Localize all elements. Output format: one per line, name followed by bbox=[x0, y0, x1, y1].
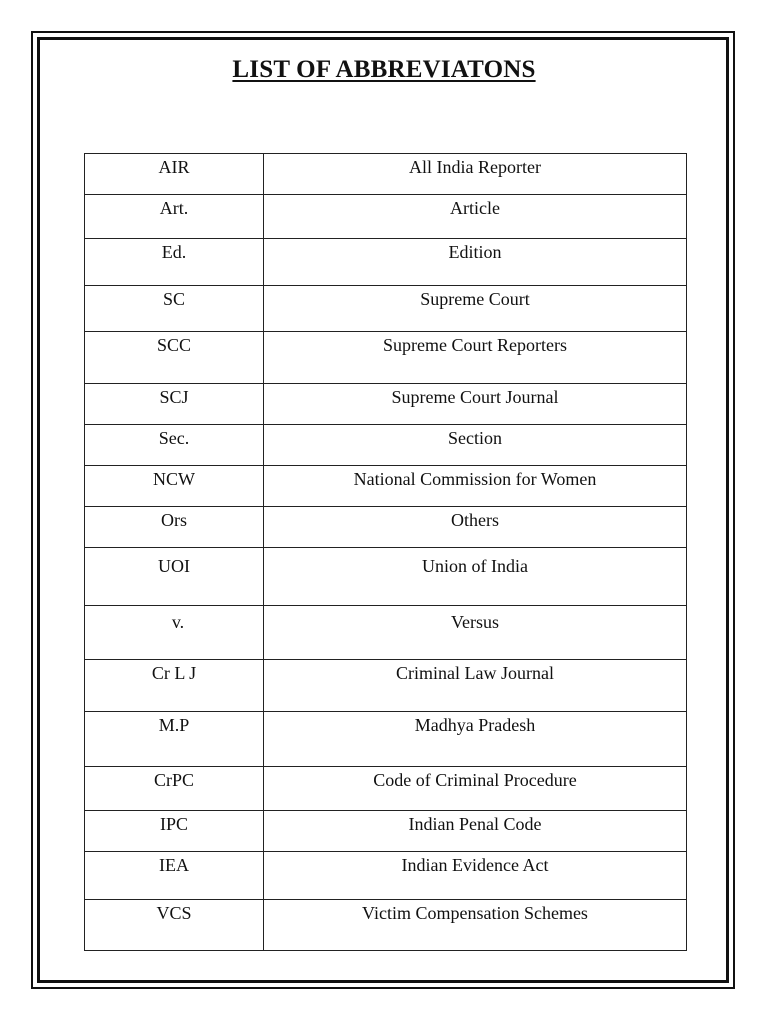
abbreviation-cell: Ors bbox=[85, 507, 264, 548]
meaning-cell: Indian Evidence Act bbox=[264, 852, 687, 900]
table-row bbox=[85, 852, 687, 900]
abbreviation-cell: Ed. bbox=[85, 239, 264, 286]
meaning-cell: Supreme Court Journal bbox=[264, 384, 687, 425]
meaning-cell: Code of Criminal Procedure bbox=[264, 767, 687, 811]
abbreviation-cell: Sec. bbox=[85, 425, 264, 466]
abbreviation-cell: SC bbox=[85, 286, 264, 332]
abbreviation-cell: NCW bbox=[85, 466, 264, 507]
meaning-cell: Madhya Pradesh bbox=[264, 712, 687, 767]
table-row bbox=[85, 154, 687, 195]
table-row bbox=[85, 548, 687, 606]
table-row bbox=[85, 660, 687, 712]
meaning-cell: National Commission for Women bbox=[264, 466, 687, 507]
abbreviations-table bbox=[84, 153, 687, 951]
table-row bbox=[85, 195, 687, 239]
meaning-cell: Others bbox=[264, 507, 687, 548]
table-row bbox=[85, 425, 687, 466]
abbreviation-cell: IEA bbox=[85, 852, 264, 900]
meaning-cell: Section bbox=[264, 425, 687, 466]
meaning-cell: Victim Compensation Schemes bbox=[264, 900, 687, 951]
abbreviation-cell: IPC bbox=[85, 811, 264, 852]
meaning-cell: Versus bbox=[264, 606, 687, 660]
abbreviation-cell: AIR bbox=[85, 154, 264, 195]
meaning-cell: Supreme Court bbox=[264, 286, 687, 332]
meaning-cell: All India Reporter bbox=[264, 154, 687, 195]
table-row bbox=[85, 767, 687, 811]
meaning-cell: Edition bbox=[264, 239, 687, 286]
table-row bbox=[85, 606, 687, 660]
table-row bbox=[85, 239, 687, 286]
abbreviation-cell: Art. bbox=[85, 195, 264, 239]
table-row bbox=[85, 384, 687, 425]
page-title: LIST OF ABBREVIATONS bbox=[232, 56, 536, 83]
abbreviation-cell: CrPC bbox=[85, 767, 264, 811]
meaning-cell: Union of India bbox=[264, 548, 687, 606]
abbreviation-cell: v. bbox=[85, 606, 264, 660]
abbreviation-cell: SCC bbox=[85, 332, 264, 384]
abbreviation-cell: SCJ bbox=[85, 384, 264, 425]
meaning-cell: Article bbox=[264, 195, 687, 239]
table-row bbox=[85, 900, 687, 951]
meaning-cell: Indian Penal Code bbox=[264, 811, 687, 852]
table-row bbox=[85, 507, 687, 548]
table-row bbox=[85, 712, 687, 767]
abbreviation-cell: UOI bbox=[85, 548, 264, 606]
meaning-cell: Criminal Law Journal bbox=[264, 660, 687, 712]
abbreviation-cell: VCS bbox=[85, 900, 264, 951]
table-row bbox=[85, 466, 687, 507]
table-row bbox=[85, 286, 687, 332]
table-row bbox=[85, 811, 687, 852]
abbreviation-cell: M.P bbox=[85, 712, 264, 767]
abbreviation-cell: Cr L J bbox=[85, 660, 264, 712]
meaning-cell: Supreme Court Reporters bbox=[264, 332, 687, 384]
table-row bbox=[85, 332, 687, 384]
